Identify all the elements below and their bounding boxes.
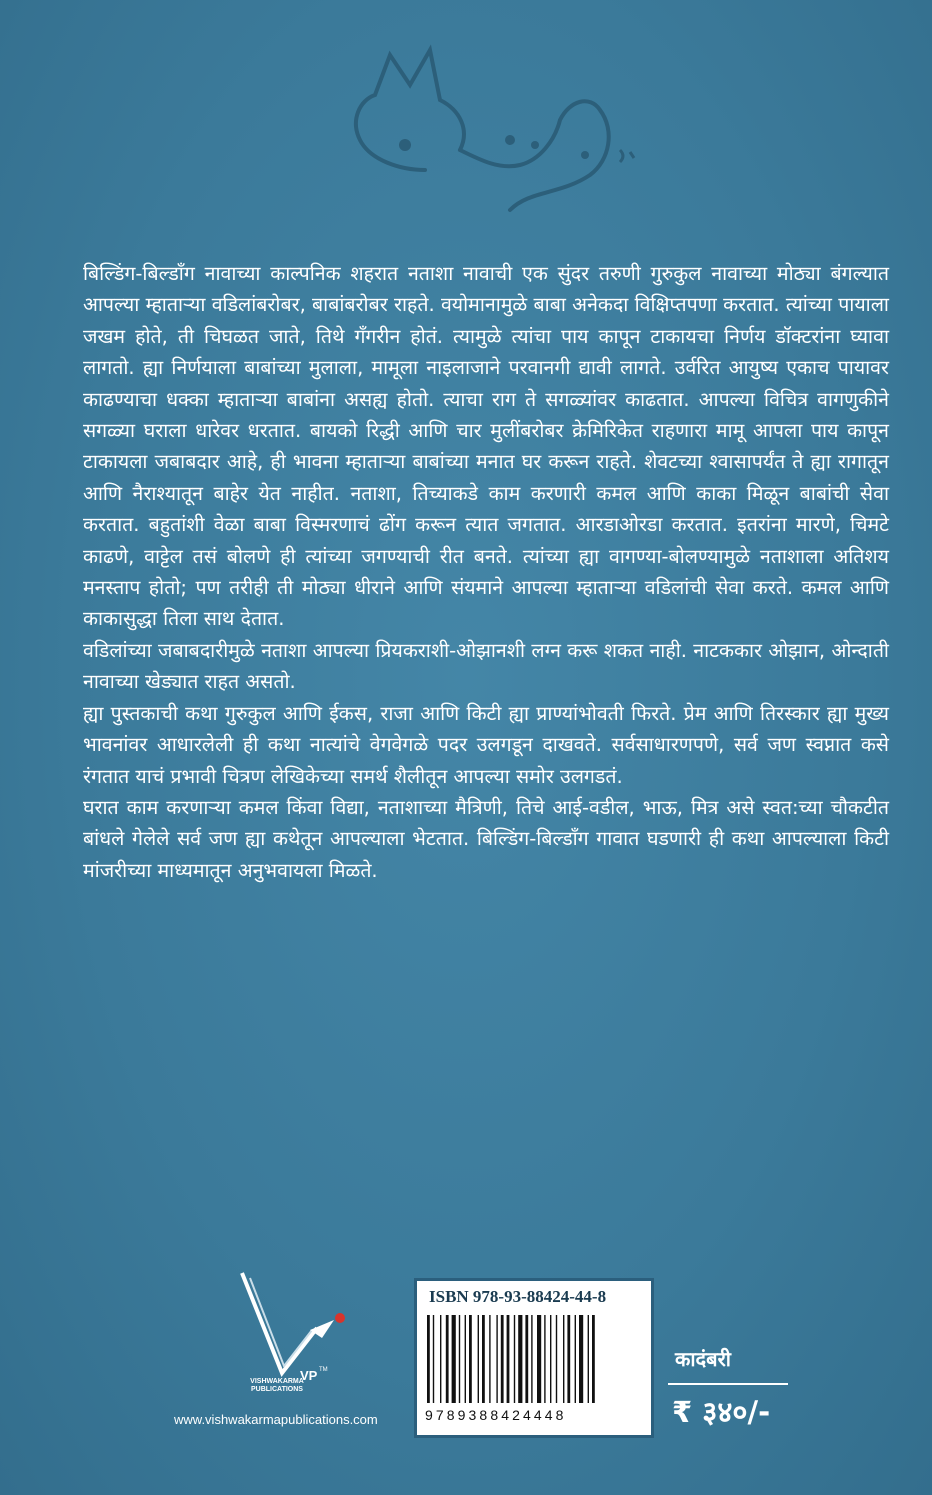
barcode-bar — [501, 1315, 504, 1403]
blurb-paragraph: वडिलांच्या जबाबदारीमुळे नताशा आपल्या प्रियकराशी-ओझानशी लग्न करू शकत नाही. नाटककार ओझान, ओन्दाती नावाच्या खेड्यात राहत असतो. — [83, 638, 889, 694]
barcode-bar — [478, 1315, 479, 1403]
barcode-bar — [537, 1315, 541, 1403]
barcode-bars — [425, 1315, 645, 1405]
isbn-label: ISBN 978-93-88424-44-8 — [429, 1287, 607, 1306]
barcode-bar — [446, 1315, 449, 1403]
barcode-bar — [563, 1315, 564, 1403]
barcode-bar — [531, 1315, 532, 1403]
barcode-bar — [556, 1315, 557, 1403]
genre-label: कादंबरी — [675, 1347, 731, 1371]
price-label: ₹ ३४०/- — [672, 1395, 771, 1429]
barcode-bar — [579, 1315, 583, 1403]
barcode-bar — [465, 1315, 466, 1403]
barcode-bar — [507, 1315, 510, 1403]
price-divider — [668, 1383, 788, 1385]
barcode-bar — [469, 1315, 472, 1403]
barcode-bar — [514, 1315, 515, 1403]
logo-tm-text: TM — [319, 1367, 328, 1373]
barcode-digits: 9789388424448 — [425, 1407, 567, 1423]
barcode-bar — [482, 1315, 485, 1403]
publisher-name — [222, 1378, 332, 1394]
barcode-bar — [496, 1315, 497, 1403]
blurb-paragraph: ह्या पुस्तकाची कथा गुरुकुल आणि ईकस, राजा आणि किटी ह्या प्राण्यांभोवती फिरते. प्रेम आणि तिरस्कार ह्या मुख्य भावनांवर आधारलेली ही कथा नात्यांचे वेगवेगळे पदर उलगडून दाखवते. सर्वसाधारणपणे, सर्व जण स्वप्नात कसे रंगतात याचं प्रभावी चित्रण लेखिकेच्या समर्थ शैलीतून आपल्या समोर उलगडतं. — [83, 701, 889, 788]
publisher-website: www.vishwakarmapublications.com — [174, 1412, 378, 1427]
barcode-bar — [440, 1315, 441, 1403]
blurb-text — [83, 258, 889, 886]
isbn-barcode — [414, 1278, 654, 1438]
publisher-name-line1: VISHWAKARMA — [250, 1378, 304, 1385]
blurb-paragraph: बिल्डिंग-बिल्डाँग नावाच्या काल्पनिक शहरात नताशा नावाची एक सुंदर तरुणी गुरुकुल नावाच्या मोठ्या बंगल्यात आपल्या म्हाताऱ्या वडिलांबरोबर, बाबांबरोबर राहते. वयोमानामुळे बाबा अनेकदा विक्षिप्तपणा करतात. त्यांच्या पायाला जखम होते, ती चिघळत जाते, तिथे गँगरीन होतं. त्यामुळे त्यांचा पाय कापून टाकायचा निर्णय डॉक्टरांना घ्यावा लागतो. ह्या निर्णयाला बाबांच्या मुलाला, मामूला नाइलाजाने परवानगी द्यावी लागते. उर्वरित आयुष्य एकाच पायावर काढण्याचा धक्का म्हाताऱ्या बाबांना असह्य होतो. त्याचा राग ते सगळ्यांवर काढतात. आपल्या विचित्र वागणुकीने सगळ्या घराला धारेवर धरतात. बायको रिद्धी आणि चार मुलींबरोबर क्रेमिरिकेत राहणारा मामू आपला पाय कापून टाकायला जबाबदार आहे, ही भावना म्हाताऱ्या बाबांच्या मनात घर करून राहते. शेवटच्या श्वासापर्यंत ते ह्या रागातून आणि नैराश्यातून बाहेर येत नाहीत. नताशा, तिच्याकडे काम करणारी कमल आणि काका मिळून बाबांची सेवा करतात. बहुतांशी वेळा बाबा विस्मरणाचं ढोंग करून त्यात जगतात. आरडाओरडा करतात. इतरांना मारणे, चिमटे काढणे, वाट्टेल तसं बोलणे ही त्यांच्या जगण्याची रीत बनते. त्यांच्या ह्या वागण्या-बोलण्यामुळे नताशाला अतिशय मनस्ताप होतो; पण तरीही ती मोठ्या धीराने आणि संयमाने आपल्या म्हाताऱ्या वडिलांची सेवा करते. कमल आणि काकासुद्धा तिला साथ देतात. — [83, 262, 889, 631]
barcode-bar — [544, 1315, 545, 1403]
logo-mark-text: VP — [300, 1368, 318, 1383]
cat-sketch-illustration — [330, 40, 650, 230]
blurb-paragraph: घरात काम करणाऱ्या कमल किंवा विद्या, नताशाच्या मैत्रिणी, तिचे आई-वडील, भाऊ, मित्र असे स्वत:च्या चौकटीत बांधले गेलेले सर्व जण ह्या कथेतून आपल्याला भेटतात. बिल्डिंग-बिल्डाँग गावात घडणारी ही कथा आपल्याला किटी मांजरीच्या माध्यमातून अनुभवायला मिळते. — [83, 795, 889, 882]
barcode-bar — [433, 1315, 434, 1403]
barcode-bar — [567, 1315, 570, 1403]
barcode-bar — [575, 1315, 576, 1403]
barcode-bar — [452, 1315, 456, 1403]
barcode-bar — [592, 1315, 595, 1403]
barcode-bar — [525, 1315, 528, 1403]
barcode-bar — [518, 1315, 522, 1403]
publisher-name-line2: PUBLICATIONS — [251, 1386, 303, 1393]
barcode-bar — [427, 1315, 430, 1403]
barcode-bar — [459, 1315, 460, 1403]
barcode-bar — [550, 1315, 551, 1403]
barcode-bar — [489, 1315, 490, 1403]
barcode-bar — [588, 1315, 589, 1403]
